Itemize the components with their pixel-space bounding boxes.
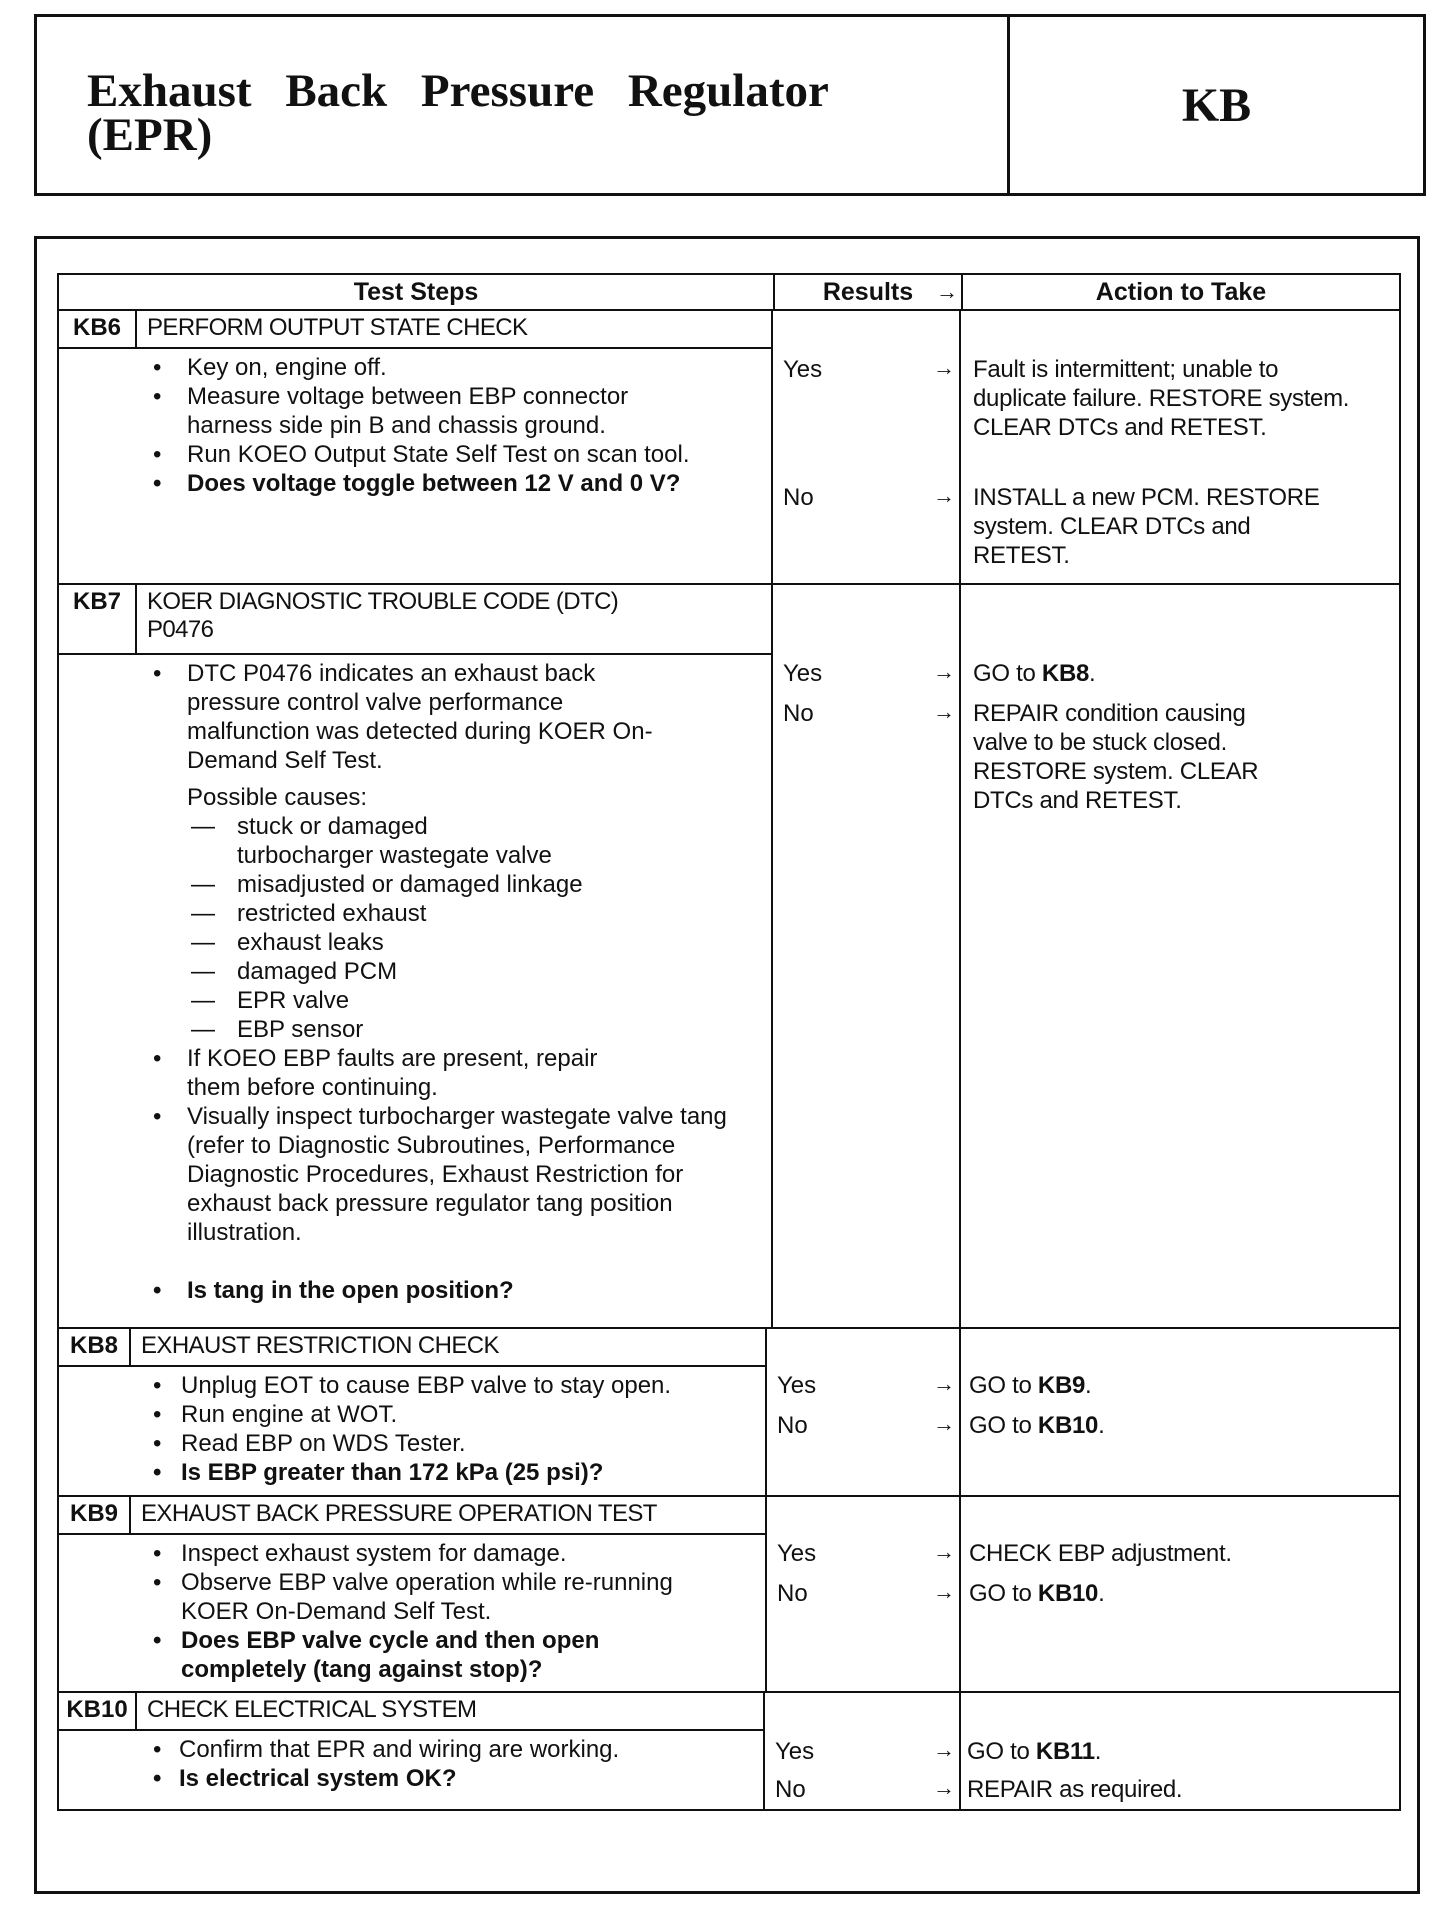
step-question: • Is EBP greater than 172 kPa (25 psi)? [59, 1458, 763, 1487]
result-no: No [783, 484, 814, 511]
col-divider [771, 585, 773, 1327]
list-item: • Measure voltage between EBP connector harness side pin B and chassis ground. [59, 382, 769, 440]
col-test-steps: Test Steps [353, 277, 479, 306]
step-question: • Does voltage toggle between 12 V and 0 V? [59, 469, 769, 498]
action-no: REPAIR as required. [967, 1776, 1183, 1803]
table-header [57, 273, 1401, 311]
col-divider [959, 311, 961, 583]
action-text: GO to [969, 1580, 1032, 1607]
step-kb10 [57, 1693, 1401, 1811]
step-header [59, 311, 771, 349]
col-divider [765, 1329, 767, 1495]
step-ref-link[interactable]: KB10 [1037, 1580, 1099, 1607]
action-text: GO to [967, 1738, 1030, 1765]
cause-item: — restricted exhaust [59, 899, 765, 928]
step-title: EXHAUST BACK PRESSURE OPERATION TEST [141, 1500, 657, 1527]
arrow-icon: → [933, 659, 955, 684]
list-item: • Confirm that EPR and wiring are working. [59, 1735, 761, 1764]
list-item: • Key on, engine off. [59, 353, 769, 382]
cause-item: — EPR valve [59, 986, 765, 1015]
step-id: KB9 [59, 1497, 131, 1533]
list-item: • Visually inspect turbocharger wastegate valve tang (refer to Diagnostic Subroutines, Performance Diagnostic Procedures, Exhaust Restriction for exhaust back pressure regulator tang position illustration. [59, 1102, 765, 1247]
step-kb7 [57, 585, 1401, 1329]
step-title: KOER DIAGNOSTIC TROUBLE CODE (DTC) P0476 [147, 588, 619, 643]
step-header [59, 1497, 765, 1535]
step-title: EXHAUST RESTRICTION CHECK [141, 1332, 499, 1359]
result-yes: Yes [783, 660, 823, 687]
causes-label: Possible causes: [187, 784, 368, 811]
step-bullets [59, 1044, 765, 1305]
step-title: CHECK ELECTRICAL SYSTEM [147, 1696, 477, 1723]
result-yes: Yes [777, 1540, 817, 1567]
cause-item: — stuck or damaged turbocharger wastegate valve [59, 812, 557, 870]
arrow-icon: → [936, 279, 958, 304]
step-header [59, 1329, 765, 1367]
step-question: • Is electrical system OK? [59, 1764, 761, 1793]
arrow-icon: → [933, 1539, 955, 1564]
step-header [59, 585, 771, 655]
step-kb6 [57, 311, 1401, 585]
action-yes: GO to KB9. [969, 1372, 1092, 1399]
list-item: • Observe EBP valve operation while re-running KOER On-Demand Self Test. [59, 1568, 763, 1626]
step-id: KB7 [59, 585, 137, 653]
step-bullets [59, 1539, 763, 1684]
list-item: • Unplug EOT to cause EBP valve to stay open. [59, 1371, 763, 1400]
step-id: KB8 [59, 1329, 131, 1365]
arrow-icon: → [933, 1411, 955, 1436]
step-ref-link[interactable]: KB11 [1035, 1738, 1095, 1765]
step-kb9 [57, 1497, 1401, 1693]
action-yes: GO to KB8. [973, 660, 1096, 687]
action-no: REPAIR condition causing valve to be stuck closed. RESTORE system. CLEAR DTCs and RETEST. [973, 700, 1259, 814]
action-text: GO to [969, 1372, 1032, 1399]
step-id: KB6 [59, 311, 137, 347]
action-no: INSTALL a new PCM. RESTORE system. CLEAR DTCs and RETEST. [973, 484, 1320, 569]
cause-item: — exhaust leaks [59, 928, 765, 957]
step-question: • Does EBP valve cycle and then open completely (tang against stop)? [59, 1626, 763, 1684]
step-title: PERFORM OUTPUT STATE CHECK [147, 314, 528, 341]
step-ref-link[interactable]: KB10 [1037, 1412, 1099, 1439]
col-divider [763, 1693, 765, 1809]
list-item: • If KOEO EBP faults are present, repair them before continuing. [59, 1044, 765, 1102]
step-id: KB10 [59, 1693, 137, 1729]
col-action: Action to Take [1095, 277, 1267, 306]
list-item: • Run KOEO Output State Self Test on scan tool. [59, 440, 769, 469]
action-yes: GO to KB11. [967, 1738, 1102, 1765]
col-divider [959, 1693, 961, 1809]
col-divider [765, 1497, 767, 1691]
list-item: • Run engine at WOT. [59, 1400, 763, 1429]
content-frame [34, 236, 1420, 1894]
step-body [59, 659, 765, 1305]
page-header [34, 14, 1426, 196]
col-results: Results [822, 277, 914, 306]
step-ref-link[interactable]: KB8 [1041, 660, 1090, 687]
arrow-icon: → [933, 483, 955, 508]
col-divider [959, 1497, 961, 1691]
arrow-icon: → [933, 1371, 955, 1396]
result-no: No [777, 1580, 808, 1607]
cause-item: — damaged PCM [59, 957, 765, 986]
step-bullets [59, 1735, 761, 1793]
result-no: No [777, 1412, 808, 1439]
step-ref-link[interactable]: KB9 [1037, 1372, 1086, 1399]
action-no: GO to KB10. [969, 1580, 1105, 1607]
result-no: No [775, 1776, 806, 1803]
step-bullets [59, 659, 765, 775]
diagnostic-table [57, 273, 1401, 1811]
arrow-icon: → [933, 355, 955, 380]
result-yes: Yes [775, 1738, 815, 1765]
arrow-icon: → [933, 1579, 955, 1604]
arrow-icon: → [933, 1737, 955, 1762]
list-item: • DTC P0476 indicates an exhaust back pressure control valve performance malfunction was detected during KOER On-Demand Self Test. [59, 659, 765, 775]
page-title: Exhaust Back Pressure Regulator (EPR) [87, 65, 829, 161]
action-no: GO to KB10. [969, 1412, 1105, 1439]
result-yes: Yes [783, 356, 823, 383]
section-code: KB [1181, 78, 1252, 132]
list-item: • Read EBP on WDS Tester. [59, 1429, 763, 1458]
action-text: GO to [973, 660, 1036, 687]
step-question: • Is tang in the open position? [59, 1276, 765, 1305]
step-kb8 [57, 1329, 1401, 1497]
step-bullets [59, 353, 769, 498]
step-header [59, 1693, 763, 1731]
cause-item: — misadjusted or damaged linkage [59, 870, 765, 899]
col-divider [771, 311, 773, 583]
col-divider [959, 1329, 961, 1495]
col-divider [959, 585, 961, 1327]
action-yes: CHECK EBP adjustment. [969, 1540, 1232, 1567]
step-bullets [59, 1371, 763, 1487]
action-yes: Fault is intermittent; unable to duplicate failure. RESTORE system. CLEAR DTCs and RETEST. [973, 356, 1350, 441]
result-yes: Yes [777, 1372, 817, 1399]
cause-item: — EBP sensor [59, 1015, 765, 1044]
list-item: • Inspect exhaust system for damage. [59, 1539, 763, 1568]
arrow-icon: → [933, 1775, 955, 1800]
arrow-icon: → [933, 699, 955, 724]
result-no: No [783, 700, 814, 727]
action-text: GO to [969, 1412, 1032, 1439]
